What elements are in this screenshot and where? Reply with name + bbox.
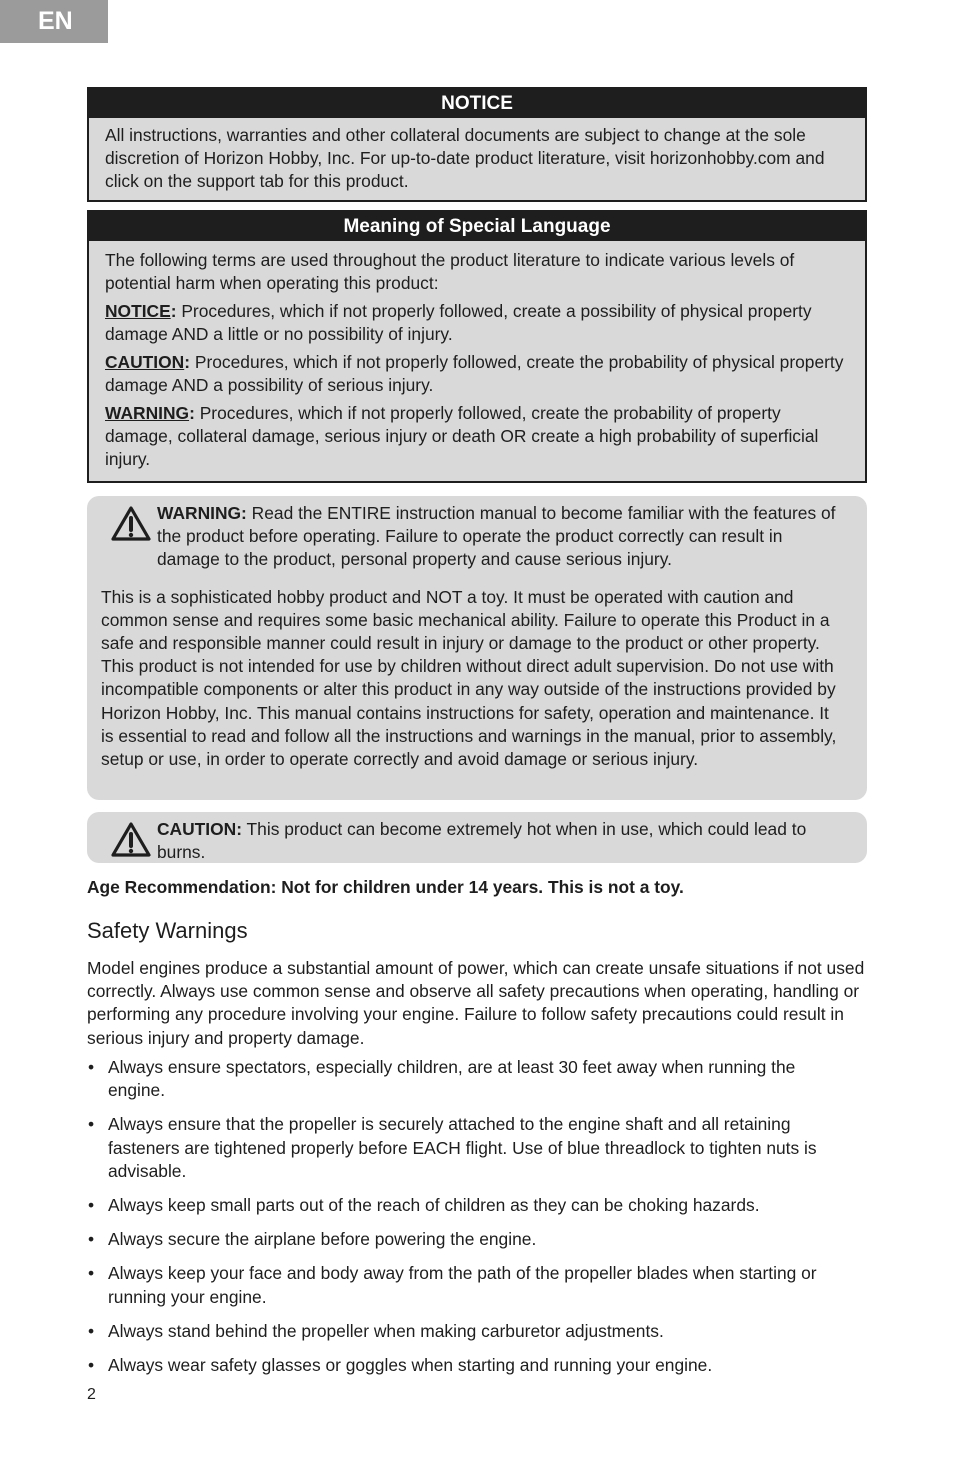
- safety-title: Safety Warnings: [87, 918, 248, 943]
- term-label: NOTICE: [105, 301, 171, 321]
- term-caution: CAUTION: Procedures, which if not properly followed, create the probability of physical property damage AND a possibility of serious injury.: [105, 352, 844, 395]
- special-language-intro: The following terms are used throughout the product literature to indicate various levels of potential harm when operating this product:: [105, 250, 795, 293]
- list-item: • Always ensure spectators, especially children, are at least 30 feet away when running the engine.: [87, 1056, 847, 1102]
- special-language-box: [87, 210, 867, 483]
- term-text: Procedures, which if not properly followed, create the probability of property damage, collateral damage, serious injury or death OR create a high probability of superficial injury.: [105, 403, 819, 469]
- warning-lead: WARNING:: [157, 503, 247, 523]
- term-notice: NOTICE: Procedures, which if not properly followed, create a possibility of physical property damage AND a little or no possibility of injury.: [105, 301, 812, 344]
- notice-text: All instructions, warranties and other collateral documents are subject to change at the sole discretion of Horizon Hobby, Inc. For up-to-date product literature, visit horizonhobby.com and click on the support tab for this product.: [105, 125, 825, 191]
- caution-statement: [157, 816, 827, 864]
- term-text: Procedures, which if not properly followed, create a possibility of physical property damage AND a little or no possibility of injury.: [105, 301, 812, 344]
- safety-intro: Model engines produce a substantial amount of power, which can create unsafe situations if not used correctly. Always use common sense and observe all safety precautions when operating, handling or performing any procedure involving your engine. Failure to follow safety precautions could result in serious injury and property damage.: [87, 958, 865, 1048]
- caution-lead: CAUTION:: [157, 819, 243, 839]
- list-item: • Always wear safety glasses or goggles when starting and running your engine.: [87, 1354, 847, 1377]
- age-recommendation: Age Recommendation: Not for children under 14 years. This is not a toy.: [87, 877, 684, 897]
- safety-bullet-list: [87, 1056, 847, 1377]
- term-text: Procedures, which if not properly followed, create the probability of physical property damage AND a possibility of serious injury.: [105, 352, 844, 395]
- list-item: • Always keep small parts out of the reach of children as they can be choking hazards.: [87, 1194, 847, 1217]
- warning-body: This is a sophisticated hobby product and NOT a toy. It must be operated with caution and common sense and requires some basic mechanical ability. Failure to operate this Product in a safe and responsible manner could result in injury or damage to the product or other property. This product is not intended for use by children without direct adult supervision. Do not use with incompatible components or alter this product in any way outside of the instructions provided by Horizon Hobby, Inc. This manual contains instructions for safety, operation and maintenance. It is essential to read and follow all the instructions and warnings in the manual, prior to assembly, setup or use, in order to operate correctly and avoid damage or serious injury.: [101, 586, 837, 770]
- language-tab: EN: [0, 0, 108, 43]
- caution-triangle-icon: [111, 822, 151, 858]
- caution-box: [87, 812, 867, 863]
- warning-text: Read the ENTIRE instruction manual to become familiar with the features of the product before operating. Failure to operate the product correctly can result in damage to the product, personal property and cause serious injury.: [157, 503, 836, 570]
- list-item: • Always keep your face and body away from the path of the propeller blades when starting or running your engine.: [87, 1262, 847, 1308]
- list-item: • Always secure the airplane before powering the engine.: [87, 1228, 847, 1251]
- term-label: CAUTION: [105, 352, 185, 372]
- notice-box: [87, 87, 867, 202]
- caution-text: This product can become extremely hot when in use, which could lead to burns.: [157, 819, 807, 863]
- page-number: 2: [87, 1386, 96, 1403]
- warning-triangle-icon: [111, 506, 151, 542]
- list-item: • Always stand behind the propeller when making carburetor adjustments.: [87, 1320, 847, 1343]
- list-item: • Always ensure that the propeller is securely attached to the engine shaft and all retaining fasteners are tightened properly before EACH flight. Use of blue threadlock to tighten nuts is advisable.: [87, 1113, 847, 1183]
- term-label: WARNING: [105, 403, 190, 423]
- notice-title: NOTICE: [89, 89, 865, 118]
- warning-statement: [157, 500, 837, 572]
- special-language-title: Meaning of Special Language: [89, 212, 865, 241]
- warning-box: [87, 496, 867, 800]
- term-warning: WARNING: Procedures, which if not properly followed, create the probability of property damage, collateral damage, serious injury or death OR create a high probability of superficial injury.: [105, 403, 819, 469]
